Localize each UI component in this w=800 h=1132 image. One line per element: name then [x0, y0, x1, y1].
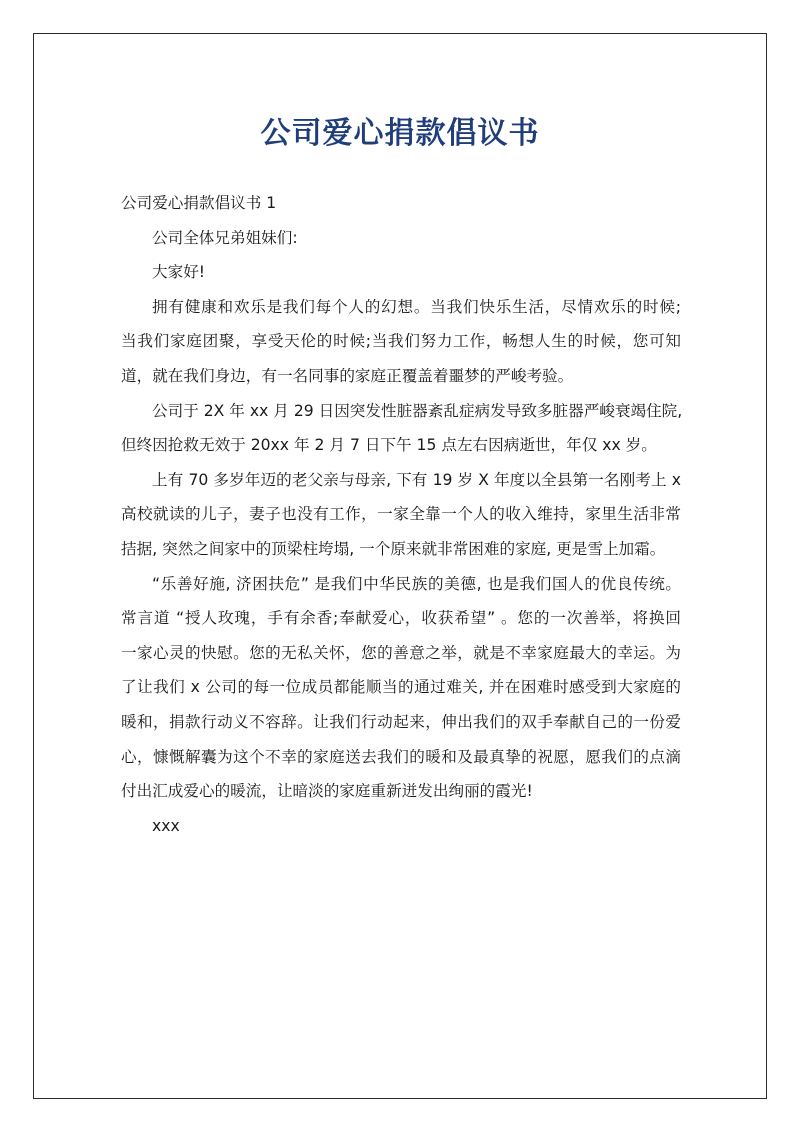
- paragraph-line: 拥有健康和欢乐是我们每个人的幻想。当我们快乐生活，尽情欢乐的时候;: [152, 297, 681, 316]
- section-heading: 公司爱心捐款倡议书 1: [121, 194, 277, 212]
- paragraph-line: 暖和，捐款行动义不容辞。让我们行动起来，伸出我们的双手奉献自己的一份爱: [121, 712, 681, 731]
- paragraph-line: 高校就读的儿子，妻子也没有工作，一家全靠一个人的收入维持，家里生活非常: [121, 505, 681, 524]
- paragraph-line: 付出汇成爱心的暖流，让暗淡的家庭重新迸发出绚丽的霞光!: [121, 782, 533, 801]
- paragraph-line: 一家心灵的快慰。您的无私关怀，您的善意之举，就是不幸家庭最大的幸运。为: [121, 643, 681, 662]
- paragraph-line: 了让我们 x 公司的每一位成员都能顺当的通过难关, 并在困难时感受到大家庭的: [121, 678, 681, 697]
- greeting: 公司全体兄弟姐妹们:: [152, 228, 298, 247]
- document-body: [121, 186, 681, 843]
- paragraph-line: 公司于 2X 年 xx 月 29 日因突发性脏器紊乱症病发导致多脏器严峻衰竭住院,: [152, 401, 683, 420]
- paragraph-line: 拮据, 突然之间家中的顶梁柱垮塌, 一个原来就非常困难的家庭, 更是雪上加霜。: [121, 539, 666, 558]
- paragraph-3: [121, 463, 681, 567]
- paragraph-line: 上有 70 多岁年迈的老父亲与母亲, 下有 19 岁 X 年度以全县第一名刚考上 x: [152, 470, 681, 489]
- paragraph-2: [121, 394, 681, 463]
- paragraph-line: 常言道 “授人玫瑰，手有余香;奉献爱心，收获希望” 。您的一次善举，将换回: [121, 609, 681, 628]
- paragraph-line: 心，慷慨解囊为这个不幸的家庭送去我们的暖和及最真挚的祝愿，愿我们的点滴: [121, 747, 681, 766]
- signature: xxx: [152, 816, 180, 835]
- paragraph-line: 当我们家庭团聚，享受天伦的时候;当我们努力工作，畅想人生的时候，您可知: [121, 332, 681, 351]
- paragraph-4: [121, 567, 681, 809]
- paragraph-1: [121, 290, 681, 394]
- salutation: 大家好!: [152, 263, 206, 282]
- paragraph-line: “乐善好施, 济困扶危” 是我们中华民族的美德, 也是我们国人的优良传统。: [152, 574, 681, 593]
- document-title: 公司爱心捐款倡议书: [260, 116, 540, 151]
- paragraph-line: 道，就在我们身边，有一名同事的家庭正覆盖着噩梦的严峻考验。: [121, 366, 574, 385]
- paragraph-line: 但终因抢救无效于 20xx 年 2 月 7 日下午 15 点左右因病逝世，年仅 xx 岁。: [121, 436, 657, 455]
